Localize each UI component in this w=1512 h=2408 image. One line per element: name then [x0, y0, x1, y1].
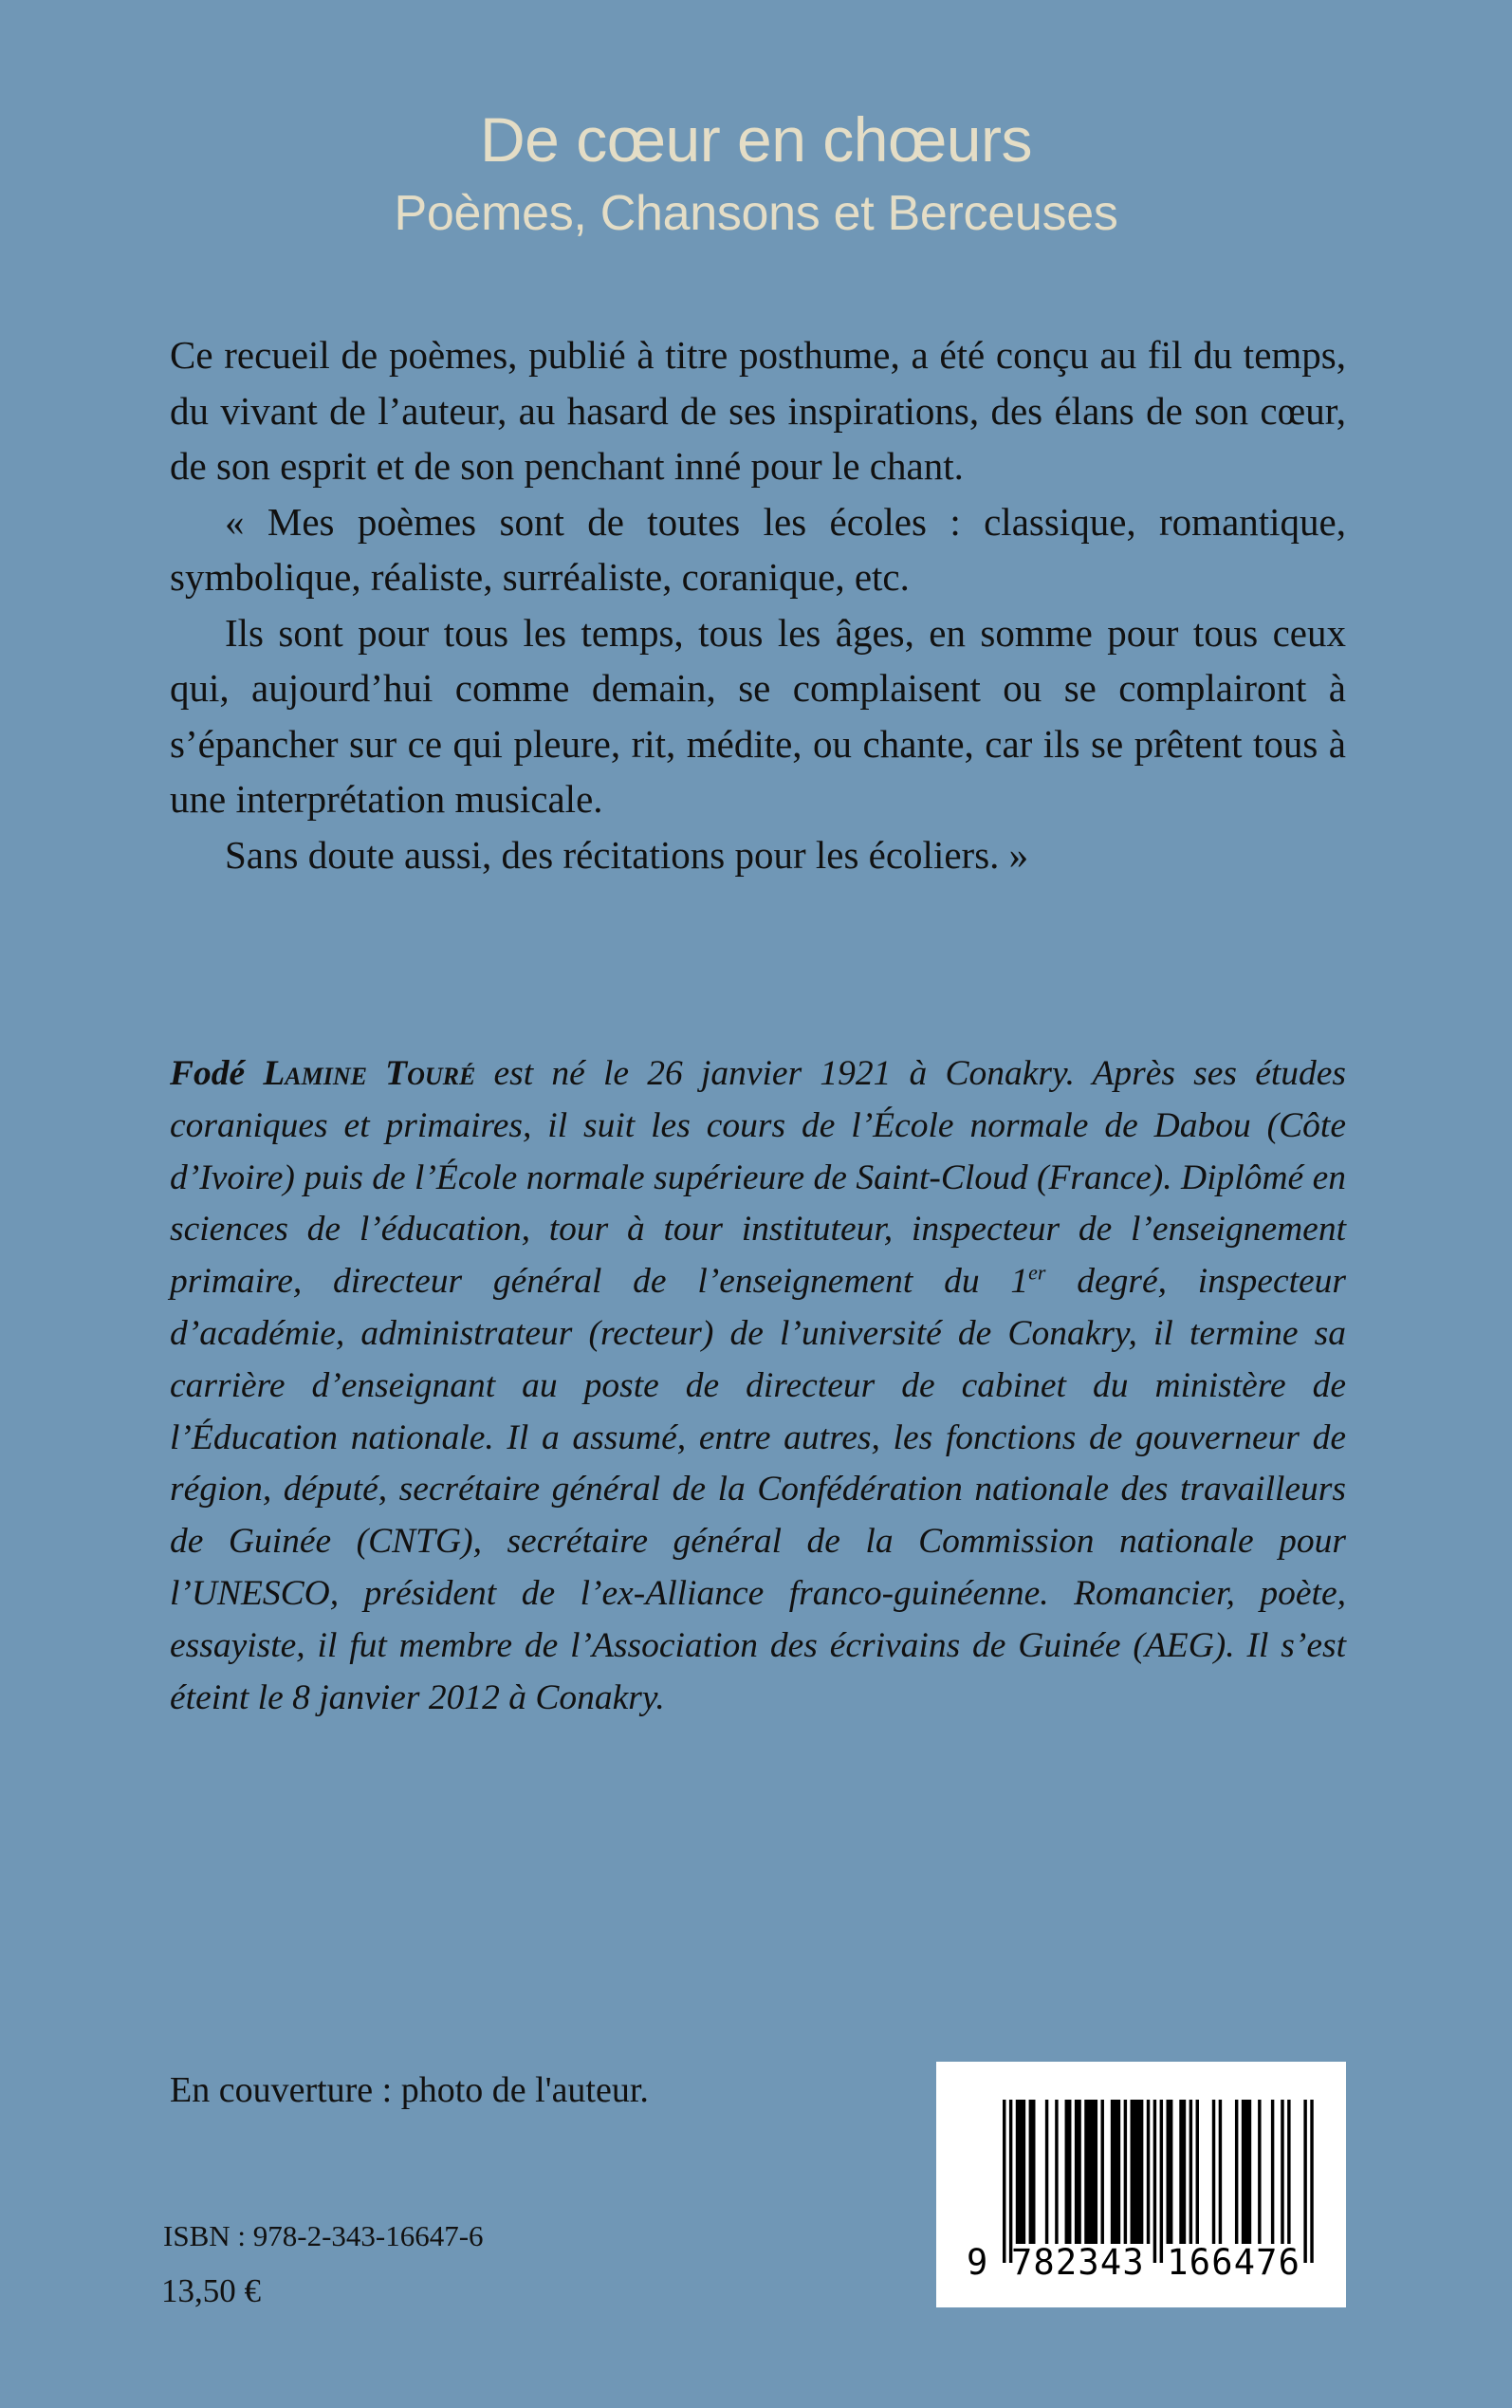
author-bio-paragraph — [170, 1048, 1346, 1724]
barcode-bar-12 — [1131, 2100, 1144, 2244]
barcode-bar-26 — [1281, 2100, 1283, 2244]
barcode-bar-13 — [1147, 2100, 1150, 2244]
blurb-paragraph-1: Ce recueil de poèmes, publié à titre posthume, a été conçu au fil du temps, du vivant de l’auteur, au hasard de ses inspirations, des élans de son cœur, de son esprit et de son penchant inné pour le chant. — [170, 333, 1346, 488]
author-bio — [170, 1048, 1346, 1724]
barcode-bar-15 — [1160, 2100, 1163, 2263]
blurb-paragraph-3: Ils sont pour tous les temps, tous les âges, en somme pour tous ceux qui, aujourd’hui comme demain, se complaisent ou se complairont à s’épancher sur ce qui pleure, rit, médite, ou chante, car ils se prêtent tous à une interprétation musicale. — [170, 610, 1346, 821]
price: 13,50 € — [161, 2272, 261, 2309]
barcode-bar-11 — [1124, 2100, 1127, 2244]
bio-text-part2: degré, inspecteur d’académie, administrateur (recteur) de l’université de Conakry, il termine sa carrière d’enseignant au poste de directeur de cabinet du ministère de l’Éducation nationale. Il a assumé, entre autres, les fonctions de gouverneur de région, député, secrétaire général de la Confédération nationale des travailleurs de Guinée (CNTG), secrétaire général de la Commission nationale pour l’UNESCO, président de l’ex-Alliance franco-guinéenne. Romancier, poète, essayiste, il fut membre de l’Association des écrivains de Guinée (AEG). Il s’est éteint le 8 janvier 2012 à Conakry. — [170, 1262, 1346, 1717]
isbn: ISBN : 978-2-343-16647-6 — [163, 2219, 484, 2252]
author-last-name: Lamine Touré — [263, 1054, 476, 1093]
barcode-bar-9 — [1101, 2100, 1104, 2244]
author-first-name: Fodé — [170, 1054, 246, 1093]
bio-superscript: er — [1028, 1260, 1046, 1285]
barcode — [936, 2062, 1346, 2307]
barcode-bar-22 — [1235, 2100, 1238, 2244]
barcode-bar-27 — [1287, 2100, 1290, 2244]
barcode-bar-0 — [1003, 2100, 1005, 2263]
author-name — [170, 1054, 475, 1093]
barcode-bar-6 — [1065, 2100, 1072, 2244]
barcode-bar-4 — [1045, 2100, 1048, 2244]
barcode-bar-28 — [1303, 2100, 1306, 2263]
barcode-bar-5 — [1055, 2100, 1058, 2244]
barcode-bar-1 — [1009, 2100, 1012, 2263]
barcode-bar-10 — [1111, 2100, 1120, 2244]
barcode-bar-16 — [1167, 2100, 1173, 2244]
barcode-bar-21 — [1219, 2100, 1222, 2244]
barcode-bar-23 — [1242, 2100, 1251, 2244]
barcode-bar-25 — [1271, 2100, 1274, 2244]
blurb-paragraph-4: Sans doute aussi, des récitations pour les écoliers. » — [225, 832, 1029, 877]
barcode-bar-29 — [1310, 2100, 1313, 2263]
blurb-paragraph-2: « Mes poèmes sont de toutes les écoles : classique, romantique, symbolique, réaliste, surréaliste, coranique, etc. — [170, 499, 1346, 599]
barcode-bar-19 — [1196, 2100, 1199, 2244]
barcode-bar-17 — [1179, 2100, 1186, 2244]
barcode-bar-14 — [1153, 2100, 1156, 2263]
barcode-bar-8 — [1084, 2100, 1097, 2244]
barcode-bar-24 — [1258, 2100, 1261, 2244]
bio-text-part1: est né le 26 janvier 1921 à Conakry. Après ses études coraniques et primaires, il suit les cours de l’École normale de Dabou (Côte d’Ivoire) puis de l’École normale supérieure de Saint-Cloud (France). Diplômé en sciences de l’éducation, tour à tour instituteur, inspecteur de l’enseignement primaire, directeur général de l’enseignement du 1 — [170, 1054, 1346, 1302]
book-subtitle: Poèmes, Chansons et Berceuses — [394, 186, 1118, 241]
blurb — [170, 327, 1346, 882]
book-title: De cœur en chœurs — [480, 104, 1032, 175]
cover-credit: En couverture : photo de l'auteur. — [170, 2070, 649, 2110]
barcode-bar-7 — [1075, 2100, 1081, 2244]
barcode-bar-18 — [1189, 2100, 1192, 2244]
barcode-bar-3 — [1029, 2100, 1036, 2244]
title-block — [0, 100, 1512, 244]
barcode-digits: 9 782343 166476 — [967, 2242, 1301, 2283]
barcode-bar-20 — [1212, 2100, 1215, 2244]
barcode-bar-2 — [1016, 2100, 1025, 2244]
